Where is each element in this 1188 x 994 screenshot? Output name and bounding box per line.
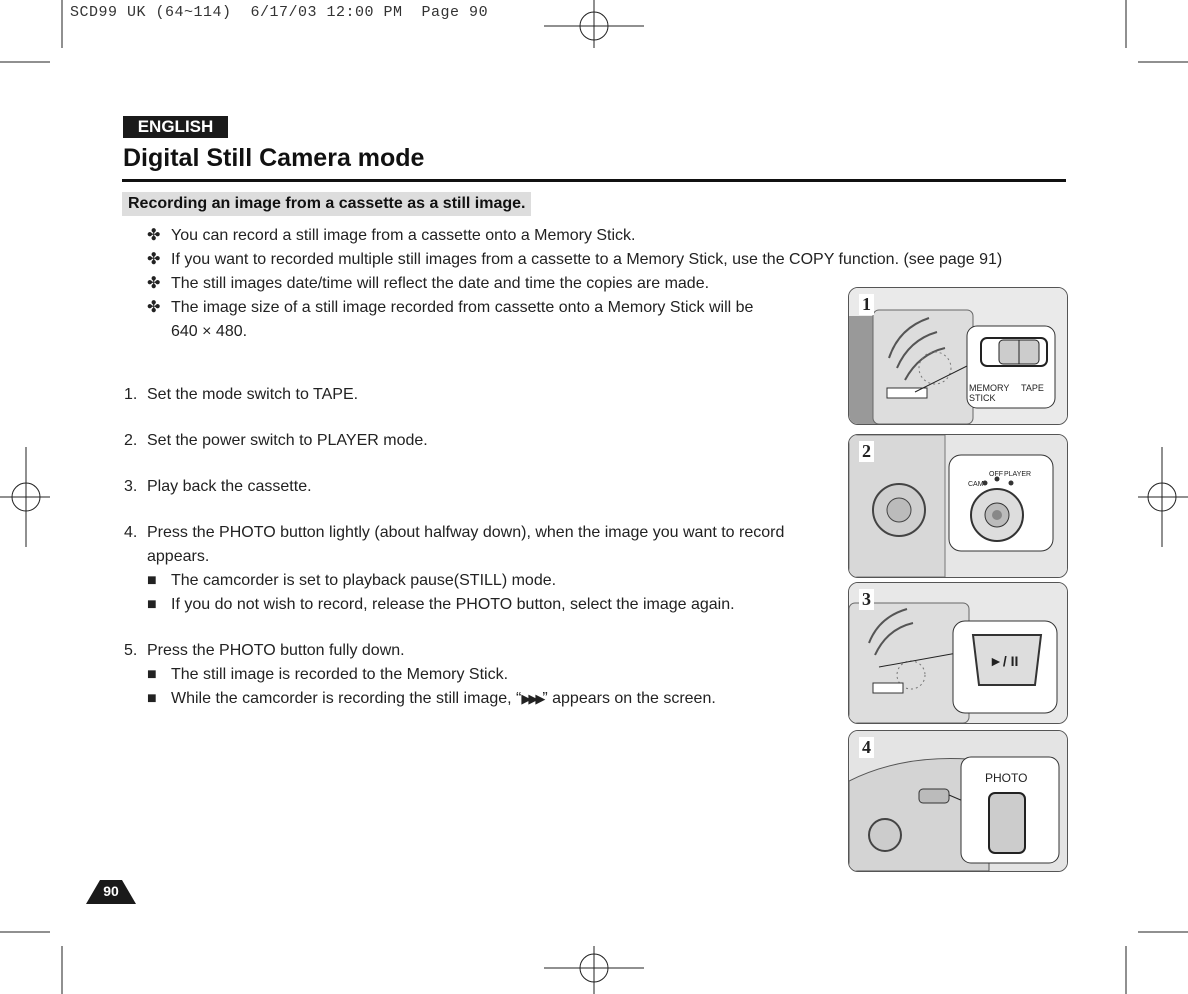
photo-label: PHOTO: [985, 771, 1028, 785]
figure-power-switch: [848, 434, 1068, 578]
figure-number: 1: [859, 294, 874, 315]
print-header: SCD99 UK (64~114) 6/17/03 12:00 PM Page 90: [70, 4, 489, 21]
player-label: PLAYER: [1004, 471, 1032, 478]
tape-label: TAPE: [1021, 383, 1044, 393]
language-badge: ENGLISH: [123, 116, 228, 138]
step-item: 5. Press the PHOTO button fully down. ■ The still image is recorded to the Memory Stick. ■ While the camcorder is recording the still image, “▶▶▶” appears on the screen.: [124, 639, 824, 711]
bullet-marker: ✤: [147, 227, 161, 244]
figure-number: 4: [859, 737, 874, 758]
camcorder-illustration: [849, 288, 1067, 424]
figure-number: 2: [859, 441, 874, 462]
memory-label: MEMORY: [969, 383, 1010, 393]
title-divider: [122, 179, 1066, 182]
list-item: ✤ You can record a still image from a cassette onto a Memory Stick.: [147, 224, 1047, 248]
figure-photo-button: [848, 730, 1068, 872]
step-item: 4. Press the PHOTO button lightly (about halfway down), when the image you want to record appears. ■ The camcorder is set to playback pause(STILL) mode. ■ If you do not wish to record, release the PHOTO button, select the image again.: [124, 521, 824, 617]
step-item: 1. Set the mode switch to TAPE.: [124, 386, 359, 403]
figure-number: 3: [859, 589, 874, 610]
cam-label: CAM: [968, 481, 984, 488]
off-label: OFF: [989, 471, 1003, 478]
list-item: ✤ The image size of a still image recorded from cassette onto a Memory Stick will be 640 × 480.: [147, 296, 1047, 344]
camcorder-illustration: [849, 435, 1067, 577]
recording-glyph: ▶▶▶: [521, 691, 543, 706]
list-item: ✤ The still images date/time will reflect the date and time the copies are made.: [147, 272, 1047, 296]
bullet-marker: ✤: [147, 299, 161, 316]
sub-item: ■ If you do not wish to record, release the PHOTO button, select the image again.: [147, 596, 735, 613]
figure-mode-switch: [848, 287, 1068, 425]
step-item: 3. Play back the cassette.: [124, 478, 312, 495]
page-title: Digital Still Camera mode: [123, 144, 425, 172]
list-item: ✤ If you want to recorded multiple still images from a cassette to a Memory Stick, use the COPY function. (see page 91): [147, 248, 1047, 272]
sub-item: ■ While the camcorder is recording the still image, “▶▶▶” appears on the screen.: [147, 690, 716, 707]
steps-list: [124, 383, 824, 733]
sub-item: ■ The camcorder is set to playback pause(STILL) mode.: [147, 572, 557, 589]
step-item: 2. Set the power switch to PLAYER mode.: [124, 432, 428, 449]
camcorder-illustration: [849, 731, 1067, 871]
figure-play-button: [848, 582, 1068, 724]
sub-item: ■ The still image is recorded to the Memory Stick.: [147, 666, 509, 683]
page-number: 90: [103, 883, 119, 899]
section-heading: Recording an image from a cassette as a still image.: [122, 192, 531, 216]
camcorder-illustration: [849, 583, 1067, 723]
bullet-marker: ✤: [147, 275, 161, 292]
bullet-marker: ✤: [147, 251, 161, 268]
play-pause-label: ►/ II: [989, 653, 1019, 669]
stick-label: STICK: [969, 393, 996, 403]
